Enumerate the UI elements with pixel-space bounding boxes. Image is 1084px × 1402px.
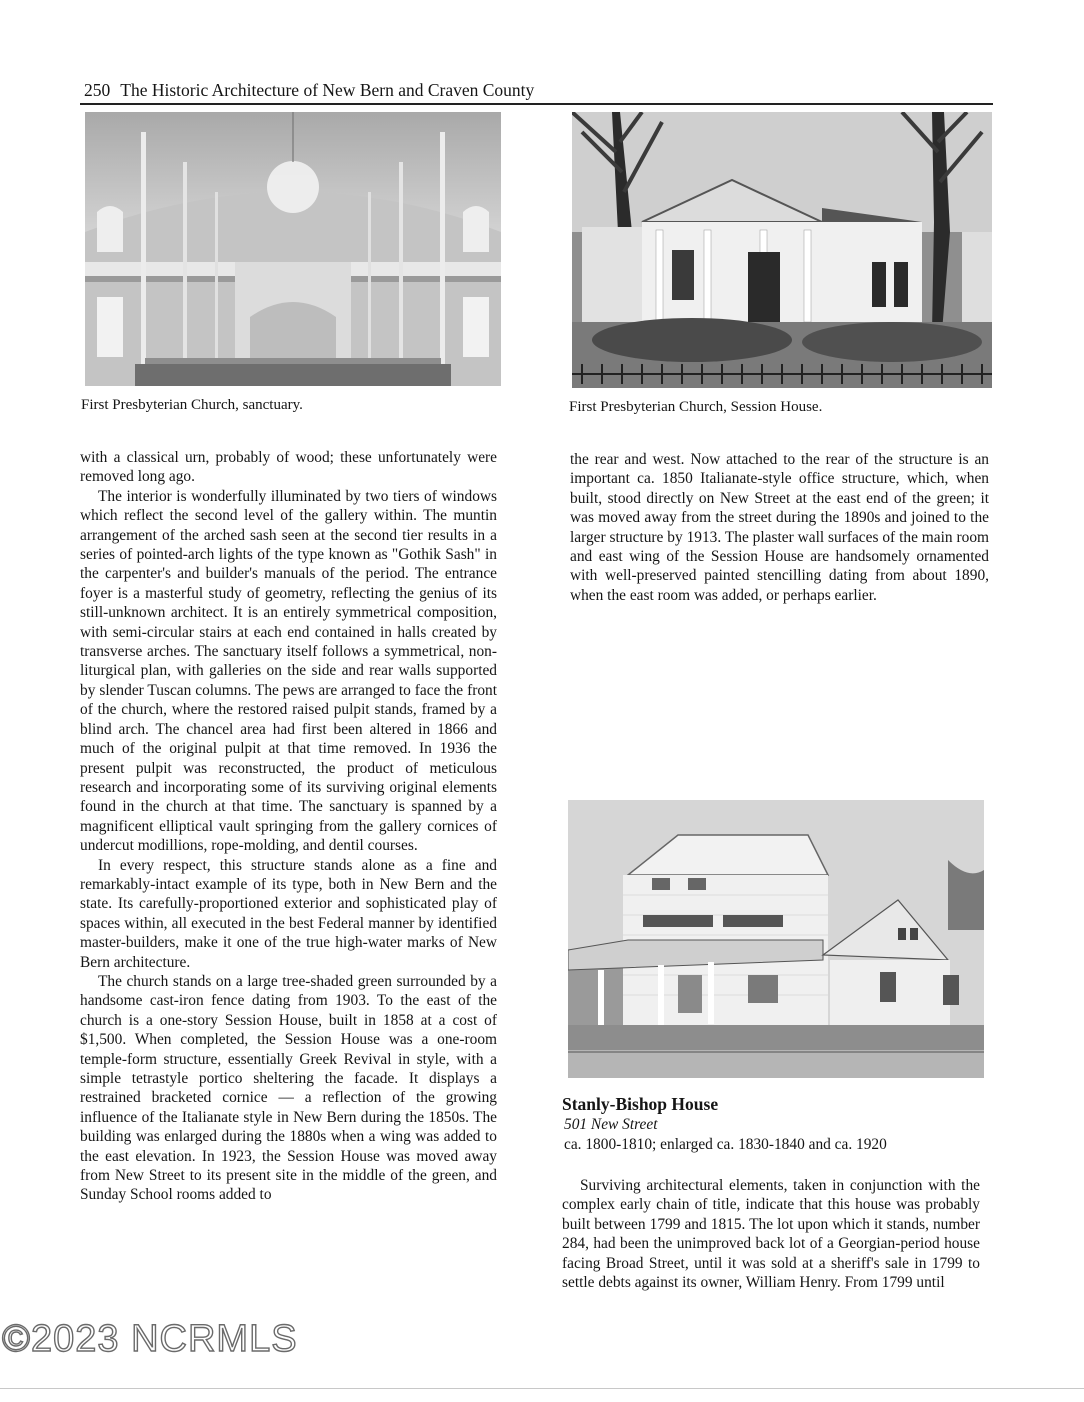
mls-watermark: ©2023 NCRMLS <box>2 1318 298 1360</box>
left-paragraph: with a classical urn, probably of wood; these unfortunately were removed long ago. <box>80 449 497 486</box>
entry-address: 501 New Street <box>564 1116 658 1133</box>
running-header <box>84 78 992 104</box>
left-paragraph: In every respect, this structure stands alone as a fine and remarkably-intact example of its type, both in New Bern and the state. Its carefully-proportioned exterior and sophisticated play of spaces within, all executed in the best Federal manner by identified master-builders, make it one of the true high-water marks of New Bern architecture. <box>80 856 497 971</box>
session-house-caption: First Presbyterian Church, Session House. <box>569 399 823 415</box>
header-rule <box>80 103 993 105</box>
left-column <box>80 448 497 1205</box>
page-number: 250 <box>84 80 111 100</box>
right-paragraph: the rear and west. Now attached to the rear of the structure is an important ca. 1850 Italianate-style office structure, which, when built, stood directly on New Street at the east end of the green; it was moved away from the street during the 1890s and joined to the larger structure by 1913. The plaster wall surfaces of the main room and east wing of the Session House are handsomely ornamented with well-preserved painted stencilling dating from about 1890, when the east room was added, or perhaps earlier. <box>570 451 989 604</box>
left-paragraph: The church stands on a large tree-shaded green surrounded by a handsome cast-iron fence dating from 1903. To the east of the church is a one-story Session House, built in 1858 at a cost of $1,500. When completed, the Session House was a one-room temple-form structure, essentially Greek Revival in style, with a simple tetrastyle portico sheltering the facade. It displays a restrained bracketed cornice — a reflection of the growing influence of the Italianate style in New Bern during the 1850s. The building was enlarged during the 1880s when a wing was added to the east elevation. In 1923, the Session House was moved away from New Street to its present site in the middle of the green, and Sunday School rooms added to <box>80 972 497 1204</box>
church-sanctuary-photo <box>85 112 501 386</box>
stanly-bishop-house-photo <box>568 800 984 1078</box>
sanctuary-caption: First Presbyterian Church, sanctuary. <box>81 397 303 413</box>
entry-paragraph: Surviving architectural elements, taken in conjunction with the complex early chain of title, indicate that this house was probably built between 1799 and 1815. The lot upon which it stands, number 284, had been the unimproved back lot of a Georgian-period house facing Broad Street, until it was sold at a sheriff's sale in 1799 to settle debts against its owner, William Henry. From 1799 until <box>562 1177 980 1292</box>
entry-body <box>562 1176 980 1292</box>
right-column <box>570 450 989 605</box>
book-title: The Historic Architecture of New Bern and Craven County <box>120 80 535 100</box>
entry-title: Stanly-Bishop House <box>562 1094 719 1114</box>
left-paragraph: The interior is wonderfully illuminated by two tiers of windows which reflect the second level of the gallery within. The muntin arrangement of the arched sash seen at the second tier results in a series of pointed-arch lights of the type known as "Gothik Sash" in the carpenter's and builder's manuals of the period. The entrance foyer is a masterful study of geometry, reflecting the genius of its still-unknown architect. It is an entirely symmetrical composition, with semi-circular stairs at each end contained in halls created by transverse arches. The sanctuary itself follows a symmetrical, non-liturgical plan, with galleries on the side and rear walls supported by slender Tuscan columns. The pews are arranged to face the front of the church, where the restored raised pulpit stands, framed by a blind arch. The chancel area had first been altered in 1866 and much of the original pulpit at that time removed. In 1936 the present pulpit was reconstructed, the product of meticulous research and incorporating some of its surviving original elements found in the church at that time. The sanctuary is spanned by a magnificent elliptical vault springing from the gallery cornices of undercut modillions, rope-molding, and dentil courses. <box>80 487 497 855</box>
session-house-photo <box>572 112 992 388</box>
footer-rule <box>0 1388 1084 1389</box>
entry-dates: ca. 1800-1810; enlarged ca. 1830-1840 and ca. 1920 <box>564 1136 887 1153</box>
